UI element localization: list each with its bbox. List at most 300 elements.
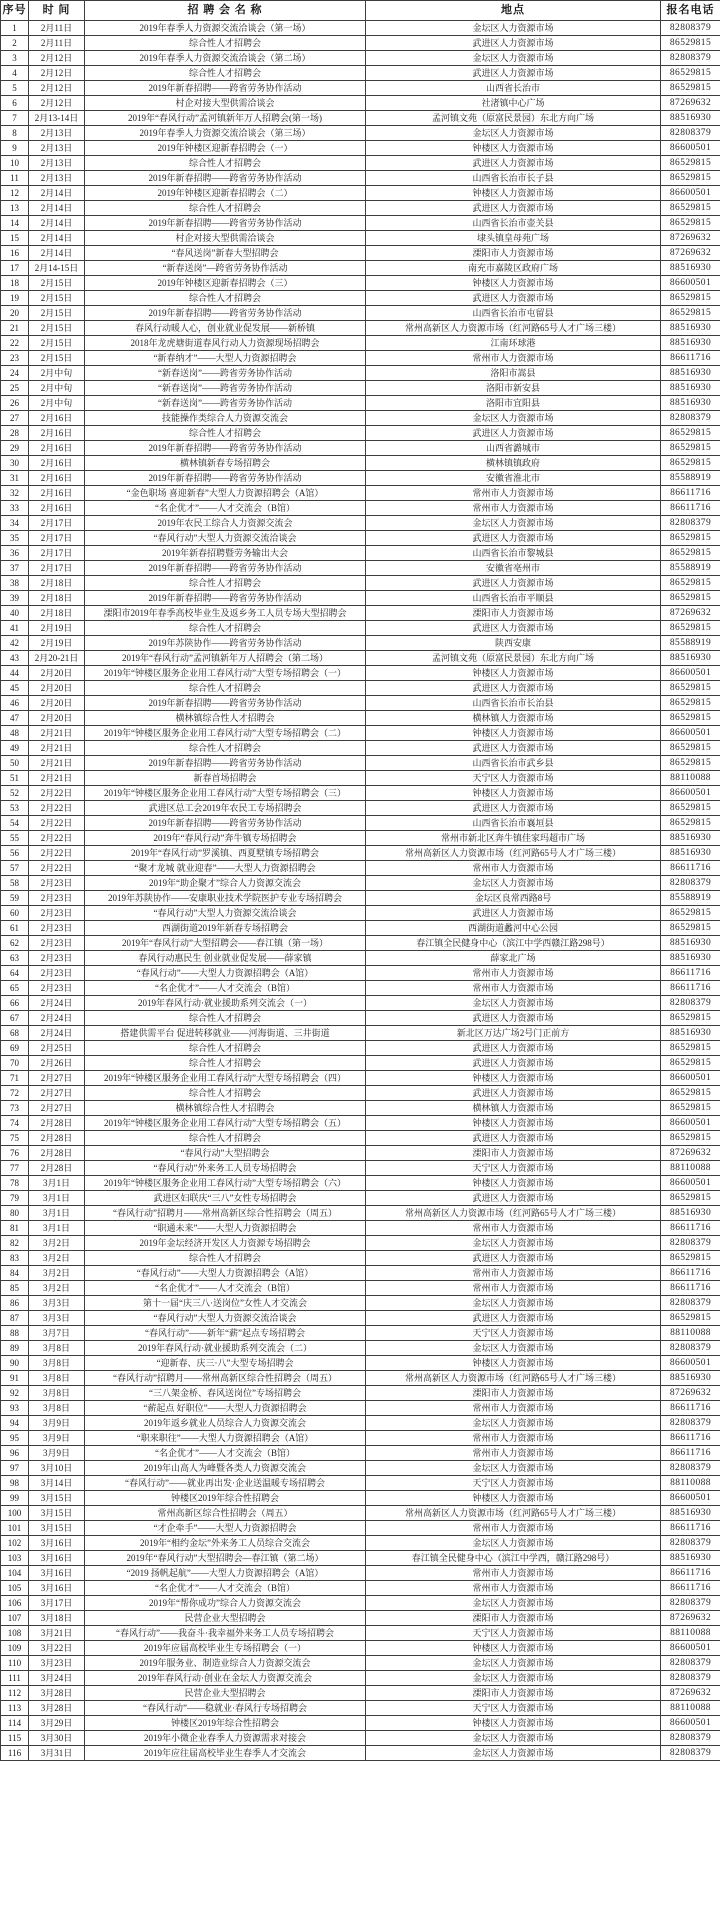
row-number-cell: 29 (1, 441, 29, 456)
row-number-cell: 45 (1, 681, 29, 696)
phone-cell: 86611716 (661, 1221, 720, 1236)
table-row (1, 756, 720, 771)
location-cell: 山西省长治市武乡县 (366, 756, 661, 771)
fair-name-cell: 武进区总工会2019年农民工专场招聘会 (85, 801, 366, 816)
fair-name-cell: 钟楼区2019年综合性招聘会 (85, 1716, 366, 1731)
date-cell: 3月28日 (29, 1701, 85, 1716)
phone-cell: 86529815 (661, 81, 720, 96)
fair-name-cell: 西湖街道2019年新春专场招聘会 (85, 921, 366, 936)
phone-cell: 87269632 (661, 246, 720, 261)
table-row (1, 846, 720, 861)
fair-name-cell: 2019年春季人力资源交流洽谈会（第二场） (85, 51, 366, 66)
row-number-cell: 80 (1, 1206, 29, 1221)
table-row (1, 1026, 720, 1041)
table-row (1, 66, 720, 81)
row-number-cell: 100 (1, 1506, 29, 1521)
date-cell: 3月15日 (29, 1491, 85, 1506)
date-cell: 2月15日 (29, 336, 85, 351)
fair-name-cell: “聚才龙城 就业迎春”——大型人力资源招聘会 (85, 861, 366, 876)
table-row (1, 411, 720, 426)
fair-name-cell: 综合性人才招聘会 (85, 291, 366, 306)
row-number-cell: 102 (1, 1536, 29, 1551)
location-cell: 新北区万达广场2号门正前方 (366, 1026, 661, 1041)
table-row (1, 1701, 720, 1716)
date-cell: 3月1日 (29, 1206, 85, 1221)
date-cell: 2月23日 (29, 951, 85, 966)
row-number-cell: 51 (1, 771, 29, 786)
row-number-cell: 66 (1, 996, 29, 1011)
table-row (1, 1326, 720, 1341)
date-cell: 2月13日 (29, 171, 85, 186)
date-cell: 3月22日 (29, 1641, 85, 1656)
date-cell: 2月26日 (29, 1056, 85, 1071)
row-number-cell: 44 (1, 666, 29, 681)
table-row (1, 1296, 720, 1311)
location-cell: 山西省长治市黎城县 (366, 546, 661, 561)
location-cell: 武进区人力资源市场 (366, 741, 661, 756)
location-cell: 常州高新区人力资源市场（红河路65号人才广场三楼） (366, 1506, 661, 1521)
fair-name-cell: 2019年钟楼区迎新春招聘会（三） (85, 276, 366, 291)
phone-cell: 86529815 (661, 1131, 720, 1146)
phone-cell: 88516930 (661, 951, 720, 966)
fair-name-cell: 2019年农民工综合人力资源交流会 (85, 516, 366, 531)
phone-cell: 88516930 (661, 336, 720, 351)
phone-cell: 86529815 (661, 816, 720, 831)
table-row (1, 1146, 720, 1161)
row-number-cell: 53 (1, 801, 29, 816)
fair-name-cell: 武进区妇联庆“三八”女性专场招聘会 (85, 1191, 366, 1206)
phone-cell: 82808379 (661, 21, 720, 36)
table-row (1, 1206, 720, 1221)
table-row (1, 1521, 720, 1536)
table-row (1, 1491, 720, 1506)
table-row (1, 576, 720, 591)
row-number-cell: 9 (1, 141, 29, 156)
phone-cell: 88516930 (661, 1206, 720, 1221)
location-cell: 常州市人力资源市场 (366, 1566, 661, 1581)
date-cell: 2月21日 (29, 771, 85, 786)
table-row (1, 726, 720, 741)
fair-name-cell: 技能操作类综合人力资源交流会 (85, 411, 366, 426)
phone-cell: 88516930 (661, 651, 720, 666)
date-cell: 3月17日 (29, 1596, 85, 1611)
row-number-cell: 41 (1, 621, 29, 636)
row-number-cell: 88 (1, 1326, 29, 1341)
fair-name-cell: 溧阳市2019年春季高校毕业生及返乡务工人员专场大型招聘会 (85, 606, 366, 621)
phone-cell: 86600501 (661, 1641, 720, 1656)
phone-cell: 86600501 (661, 1716, 720, 1731)
location-cell: 常州市人力资源市场 (366, 486, 661, 501)
table-row (1, 456, 720, 471)
table-row (1, 516, 720, 531)
table-row (1, 321, 720, 336)
date-cell: 2月中旬 (29, 396, 85, 411)
date-cell: 2月22日 (29, 816, 85, 831)
date-cell: 3月29日 (29, 1716, 85, 1731)
table-row (1, 561, 720, 576)
fair-name-cell: 综合性人才招聘会 (85, 1056, 366, 1071)
phone-cell: 86611716 (661, 351, 720, 366)
fair-name-cell: “名企优才”——人才交流会（B馆） (85, 1281, 366, 1296)
fair-name-cell: “春风行动”——就业再出发·企业送温暖专场招聘会 (85, 1476, 366, 1491)
location-cell: 山西省长治市长治县 (366, 696, 661, 711)
phone-cell: 86529815 (661, 1086, 720, 1101)
table-row (1, 1566, 720, 1581)
location-cell: 天宁区人力资源市场 (366, 1701, 661, 1716)
location-cell: 山西省长治市屯留县 (366, 306, 661, 321)
location-cell: 金坛区人力资源市场 (366, 51, 661, 66)
row-number-cell: 85 (1, 1281, 29, 1296)
location-cell: 金坛区人力资源市场 (366, 126, 661, 141)
location-cell: 常州市人力资源市场 (366, 1521, 661, 1536)
fair-name-cell: 2019年苏陕协作——安康职业技术学院医护专业专场招聘会 (85, 891, 366, 906)
row-number-cell: 83 (1, 1251, 29, 1266)
row-number-cell: 19 (1, 291, 29, 306)
location-cell: 常州市人力资源市场 (366, 1446, 661, 1461)
row-number-cell: 27 (1, 411, 29, 426)
table-row (1, 1581, 720, 1596)
row-number-cell: 92 (1, 1386, 29, 1401)
phone-cell: 86529815 (661, 1251, 720, 1266)
fair-name-cell: “春风行动”大型人力资源交流洽谈会 (85, 906, 366, 921)
table-row (1, 921, 720, 936)
date-cell: 2月23日 (29, 906, 85, 921)
row-number-cell: 103 (1, 1551, 29, 1566)
phone-cell: 86600501 (661, 141, 720, 156)
location-cell: 金坛区人力资源市场 (366, 1461, 661, 1476)
table-row (1, 666, 720, 681)
row-number-cell: 1 (1, 21, 29, 36)
phone-cell: 82808379 (661, 1671, 720, 1686)
table-row (1, 1416, 720, 1431)
table-row (1, 1671, 720, 1686)
row-number-cell: 86 (1, 1296, 29, 1311)
date-cell: 3月1日 (29, 1191, 85, 1206)
table-row (1, 1086, 720, 1101)
row-number-cell: 8 (1, 126, 29, 141)
date-cell: 3月21日 (29, 1626, 85, 1641)
table-row (1, 1731, 720, 1746)
row-number-cell: 71 (1, 1071, 29, 1086)
row-number-cell: 68 (1, 1026, 29, 1041)
table-row (1, 651, 720, 666)
table-row (1, 711, 720, 726)
fair-name-cell: 综合性人才招聘会 (85, 156, 366, 171)
date-cell: 2月28日 (29, 1161, 85, 1176)
date-cell: 3月9日 (29, 1431, 85, 1446)
row-number-cell: 62 (1, 936, 29, 951)
row-number-cell: 50 (1, 756, 29, 771)
date-cell: 2月23日 (29, 936, 85, 951)
location-cell: 常州高新区人力资源市场（红河路65号人才广场三楼） (366, 1371, 661, 1386)
location-cell: 横林镇镇政府 (366, 456, 661, 471)
row-number-cell: 64 (1, 966, 29, 981)
phone-cell: 82808379 (661, 51, 720, 66)
phone-cell: 86529815 (661, 456, 720, 471)
date-cell: 3月16日 (29, 1536, 85, 1551)
fair-name-cell: “春风行动”——我奋斗·我幸福外来务工人员专场招聘会 (85, 1626, 366, 1641)
location-cell: 金坛区良常西路8号 (366, 891, 661, 906)
date-cell: 2月22日 (29, 801, 85, 816)
table-row (1, 1281, 720, 1296)
phone-cell: 82808379 (661, 1296, 720, 1311)
location-cell: 金坛区人力资源市场 (366, 1536, 661, 1551)
table-row (1, 1251, 720, 1266)
fair-name-cell: “春风行动”大型人力资源交流洽谈会 (85, 1311, 366, 1326)
date-cell: 2月13日 (29, 156, 85, 171)
table-row (1, 51, 720, 66)
fair-name-cell: “才企牵手”——大型人力资源招聘会 (85, 1521, 366, 1536)
phone-cell: 85588919 (661, 636, 720, 651)
date-cell: 2月14-15日 (29, 261, 85, 276)
phone-cell: 86611716 (661, 1281, 720, 1296)
phone-cell: 87269632 (661, 1146, 720, 1161)
row-number-cell: 76 (1, 1146, 29, 1161)
location-cell: 金坛区人力资源市场 (366, 1296, 661, 1311)
row-number-cell: 7 (1, 111, 29, 126)
date-cell: 3月15日 (29, 1521, 85, 1536)
fair-name-cell: 综合性人才招聘会 (85, 426, 366, 441)
date-cell: 2月16日 (29, 486, 85, 501)
phone-cell: 86600501 (661, 1491, 720, 1506)
table-row (1, 816, 720, 831)
phone-cell: 86529815 (661, 1041, 720, 1056)
date-cell: 3月2日 (29, 1266, 85, 1281)
phone-cell: 86600501 (661, 726, 720, 741)
location-cell: 武进区人力资源市场 (366, 291, 661, 306)
date-cell: 2月23日 (29, 981, 85, 996)
location-cell: 天宁区人力资源市场 (366, 1626, 661, 1641)
table-row (1, 1221, 720, 1236)
date-cell: 3月2日 (29, 1281, 85, 1296)
date-cell: 2月14日 (29, 186, 85, 201)
table-row (1, 126, 720, 141)
table-row (1, 966, 720, 981)
phone-cell: 86529815 (661, 66, 720, 81)
row-number-cell: 106 (1, 1596, 29, 1611)
date-cell: 3月8日 (29, 1371, 85, 1386)
fair-name-cell: “薪起点 好职位”——大型人力资源招聘会 (85, 1401, 366, 1416)
fair-name-cell: 综合性人才招聘会 (85, 201, 366, 216)
date-cell: 2月14日 (29, 231, 85, 246)
phone-cell: 82808379 (661, 1236, 720, 1251)
phone-cell: 86529815 (661, 681, 720, 696)
row-number-cell: 57 (1, 861, 29, 876)
fair-name-cell: 2019年“春风行动”大型招聘会——春江镇（第一场） (85, 936, 366, 951)
location-cell: 金坛区人力资源市场 (366, 1746, 661, 1761)
location-cell: 陕西安康 (366, 636, 661, 651)
fair-name-cell: “迎新春、庆三·八”大型专场招聘会 (85, 1356, 366, 1371)
phone-cell: 86611716 (661, 1431, 720, 1446)
phone-cell: 86529815 (661, 156, 720, 171)
phone-cell: 86611716 (661, 1566, 720, 1581)
phone-cell: 86529815 (661, 1011, 720, 1026)
fair-name-cell: “春风行动”招聘月——常州高新区综合性招聘会（周五） (85, 1371, 366, 1386)
row-number-cell: 42 (1, 636, 29, 651)
date-cell: 2月24日 (29, 996, 85, 1011)
row-number-cell: 35 (1, 531, 29, 546)
row-number-cell: 77 (1, 1161, 29, 1176)
fair-name-cell: 2019年苏陕协作——跨省劳务协作活动 (85, 636, 366, 651)
phone-cell: 86529815 (661, 711, 720, 726)
row-number-cell: 5 (1, 81, 29, 96)
date-cell: 2月16日 (29, 411, 85, 426)
table-row (1, 21, 720, 36)
table-row (1, 1386, 720, 1401)
table-row (1, 546, 720, 561)
column-header-serial-number: 序号 (1, 1, 29, 21)
date-cell: 3月16日 (29, 1566, 85, 1581)
row-number-cell: 101 (1, 1521, 29, 1536)
table-row (1, 1011, 720, 1026)
table-row (1, 1161, 720, 1176)
date-cell: 2月15日 (29, 306, 85, 321)
row-number-cell: 52 (1, 786, 29, 801)
date-cell: 3月16日 (29, 1581, 85, 1596)
table-row (1, 186, 720, 201)
date-cell: 3月15日 (29, 1506, 85, 1521)
phone-cell: 88516930 (661, 1026, 720, 1041)
row-number-cell: 95 (1, 1431, 29, 1446)
fair-name-cell: “职通未来”——大型人力资源招聘会 (85, 1221, 366, 1236)
row-number-cell: 18 (1, 276, 29, 291)
phone-cell: 82808379 (661, 1656, 720, 1671)
row-number-cell: 105 (1, 1581, 29, 1596)
fair-name-cell: 2019年春季人力资源交流洽谈会（第三场） (85, 126, 366, 141)
location-cell: 常州市人力资源市场 (366, 861, 661, 876)
location-cell: 溧阳市人力资源市场 (366, 246, 661, 261)
table-row (1, 1476, 720, 1491)
phone-cell: 86529815 (661, 531, 720, 546)
phone-cell: 82808379 (661, 1416, 720, 1431)
table-row (1, 231, 720, 246)
fair-name-cell: 2019年应届高校毕业生专场招聘会（一） (85, 1641, 366, 1656)
date-cell: 2月17日 (29, 546, 85, 561)
row-number-cell: 10 (1, 156, 29, 171)
phone-cell: 87269632 (661, 231, 720, 246)
date-cell: 2月15日 (29, 291, 85, 306)
location-cell: 金坛区人力资源市场 (366, 1416, 661, 1431)
date-cell: 2月21日 (29, 726, 85, 741)
date-cell: 2月20日 (29, 666, 85, 681)
fair-name-cell: 搭建供需平台 促进转移就业——河海街道、三井街道 (85, 1026, 366, 1041)
phone-cell: 88110088 (661, 771, 720, 786)
fair-name-cell: 2019年“相约金坛”外来务工人员综合交流会 (85, 1536, 366, 1551)
table-row (1, 306, 720, 321)
table-row (1, 681, 720, 696)
location-cell: 常州市人力资源市场 (366, 966, 661, 981)
row-number-cell: 111 (1, 1671, 29, 1686)
phone-cell: 82808379 (661, 996, 720, 1011)
table-row (1, 741, 720, 756)
table-row (1, 1041, 720, 1056)
date-cell: 2月16日 (29, 426, 85, 441)
fair-name-cell: 2019年新春招聘——跨省劳务协作活动 (85, 561, 366, 576)
table-row (1, 1176, 720, 1191)
location-cell: 春江镇全民健身中心（滨江中学西赣江路298号） (366, 936, 661, 951)
fair-name-cell: 2019年春季人力资源交流洽谈会（第一场） (85, 21, 366, 36)
fair-name-cell: “春风行动”招聘月——常州高新区综合性招聘会（周五） (85, 1206, 366, 1221)
fair-name-cell: “春风行动”——大型人力资源招聘会（A馆） (85, 966, 366, 981)
table-row (1, 216, 720, 231)
date-cell: 2月11日 (29, 21, 85, 36)
location-cell: 溧阳市人力资源市场 (366, 606, 661, 621)
table-row (1, 351, 720, 366)
location-cell: 武进区人力资源市场 (366, 156, 661, 171)
column-header-phone: 报名电话 (661, 1, 720, 21)
fair-name-cell: “名企优才”——人才交流会（B馆） (85, 1581, 366, 1596)
location-cell: 钟楼区人力资源市场 (366, 1176, 661, 1191)
row-number-cell: 91 (1, 1371, 29, 1386)
date-cell: 2月16日 (29, 456, 85, 471)
fair-name-cell: 2019年新春招聘——跨省劳务协作活动 (85, 441, 366, 456)
table-row (1, 621, 720, 636)
phone-cell: 82808379 (661, 1731, 720, 1746)
date-cell: 2月15日 (29, 351, 85, 366)
phone-cell: 86529815 (661, 591, 720, 606)
date-cell: 3月28日 (29, 1686, 85, 1701)
phone-cell: 86529815 (661, 201, 720, 216)
table-row (1, 1236, 720, 1251)
fair-name-cell: 横林镇综合性人才招聘会 (85, 711, 366, 726)
date-cell: 3月3日 (29, 1296, 85, 1311)
fair-name-cell: 2019年钟楼区迎新春招聘会（二） (85, 186, 366, 201)
date-cell: 2月19日 (29, 621, 85, 636)
phone-cell: 86529815 (661, 171, 720, 186)
row-number-cell: 17 (1, 261, 29, 276)
table-row (1, 1716, 720, 1731)
table-row (1, 1641, 720, 1656)
phone-cell: 86529815 (661, 756, 720, 771)
phone-cell: 82808379 (661, 1341, 720, 1356)
row-number-cell: 49 (1, 741, 29, 756)
phone-cell: 85588919 (661, 891, 720, 906)
date-cell: 2月18日 (29, 591, 85, 606)
row-number-cell: 47 (1, 711, 29, 726)
row-number-cell: 46 (1, 696, 29, 711)
row-number-cell: 58 (1, 876, 29, 891)
table-row (1, 96, 720, 111)
location-cell: 钟楼区人力资源市场 (366, 141, 661, 156)
table-row (1, 1191, 720, 1206)
row-number-cell: 15 (1, 231, 29, 246)
phone-cell: 86529815 (661, 441, 720, 456)
phone-cell: 86529815 (661, 306, 720, 321)
date-cell: 2月14日 (29, 246, 85, 261)
phone-cell: 86529815 (661, 426, 720, 441)
date-cell: 2月23日 (29, 876, 85, 891)
phone-cell: 82808379 (661, 1746, 720, 1761)
phone-cell: 86600501 (661, 786, 720, 801)
table-row (1, 891, 720, 906)
fair-name-cell: “职来职往”——大型人力资源招聘会（A馆） (85, 1431, 366, 1446)
date-cell: 2月22日 (29, 861, 85, 876)
location-cell: 钟楼区人力资源市场 (366, 1641, 661, 1656)
table-row (1, 801, 720, 816)
table-row (1, 1686, 720, 1701)
phone-cell: 86600501 (661, 276, 720, 291)
date-cell: 2月20日 (29, 711, 85, 726)
fair-name-cell: 2019年山高人为峰暨各类人力资源交流会 (85, 1461, 366, 1476)
phone-cell: 88110088 (661, 1626, 720, 1641)
location-cell: 武进区人力资源市场 (366, 1011, 661, 1026)
table-row (1, 156, 720, 171)
fair-name-cell: 村企对接大型供需洽谈会 (85, 96, 366, 111)
phone-cell: 88516930 (661, 1551, 720, 1566)
row-number-cell: 30 (1, 456, 29, 471)
phone-cell: 82808379 (661, 411, 720, 426)
phone-cell: 86600501 (661, 1176, 720, 1191)
